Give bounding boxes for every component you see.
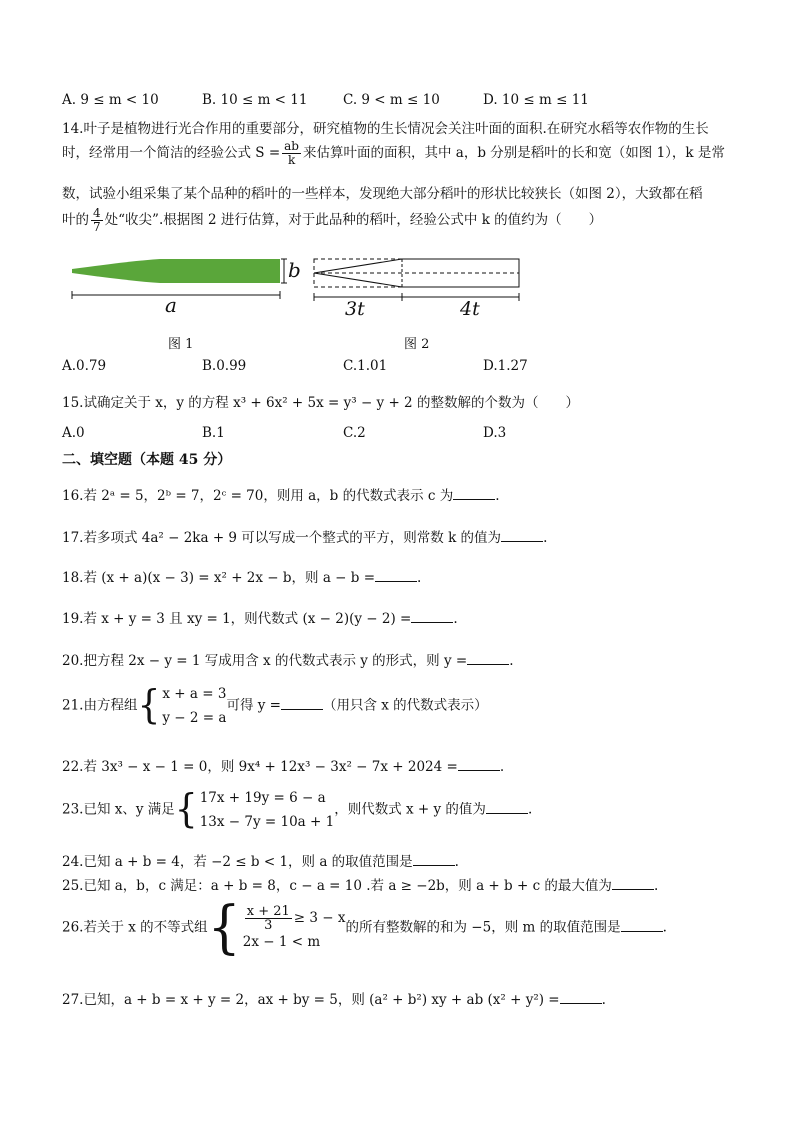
q13-option-c: C. 9 < m ≤ 10 [343, 92, 440, 108]
q14-line4 [62, 205, 602, 235]
q21-system [162, 682, 226, 730]
q14-line4a: 叶的 [62, 212, 89, 228]
q24-text: 24.已知 a + b = 4，若 −2 ≤ b < 1，则 a 的取值范围是 [62, 854, 413, 870]
figure-1-caption: 图 1 [168, 337, 194, 352]
figure-2-caption: 图 2 [404, 337, 430, 352]
q15-option-b: B.1 [202, 425, 225, 441]
answer-blank[interactable] [281, 699, 323, 710]
brace: { [207, 895, 241, 961]
period: . [601, 992, 606, 1008]
q13-option-b: B. 10 ≤ m < 11 [202, 92, 308, 108]
q26-eq1-rest: ≥ 3 − x [293, 909, 346, 926]
q18-text: 18.若 (x + a)(x − 3) = x² + 2x − b，则 a − b = [62, 570, 376, 586]
q23-eq1: 17x + 19y = 6 − a [199, 790, 326, 806]
answer-blank[interactable] [501, 531, 543, 542]
q27-text: 27.已知，a + b = x + y = 2，ax + by = 5，则 (a² + b²) xy + ab (x² + y²) = [62, 992, 560, 1008]
leaf-shape [72, 259, 280, 283]
fig1-label-b: b [288, 258, 301, 282]
frac-denominator: 3 [264, 917, 273, 933]
q18 [62, 566, 421, 586]
fig2-label-3t: 3t [345, 298, 365, 320]
q21 [62, 682, 488, 730]
q23-pre: 23.已知 x、y 满足 [62, 801, 175, 818]
q14-line2b: 来估算叶面的面积，其中 a，b 分别是稻叶的长和宽（如图 1），k 是常 [303, 145, 725, 161]
period: . [453, 611, 458, 627]
q27 [62, 988, 606, 1008]
q22 [62, 755, 504, 775]
brace: { [174, 786, 198, 832]
section-title: 二、填空题（本题 45 分） [62, 452, 232, 468]
q14-option-c: C.1.01 [343, 358, 388, 374]
q23-system [200, 786, 335, 834]
q16 [62, 484, 500, 504]
answer-blank[interactable] [458, 760, 500, 771]
q24 [62, 850, 459, 870]
answer-blank[interactable] [486, 803, 528, 814]
period: . [662, 919, 667, 936]
q14-option-b: B.0.99 [202, 358, 247, 374]
period: . [653, 878, 659, 894]
q14-line2a: 时，经常用一个简洁的经验公式 S = [62, 145, 281, 161]
q25 [62, 874, 658, 894]
answer-blank[interactable] [612, 879, 654, 890]
q15-option-c: C.2 [343, 425, 366, 441]
q21-eq1: x + a = 3 [162, 686, 227, 702]
answer-blank[interactable] [621, 921, 663, 932]
figure-1-leaf [70, 255, 300, 315]
period: . [417, 570, 422, 586]
period: . [495, 488, 500, 504]
period: . [527, 801, 533, 818]
q13-option-d: D. 10 ≤ m ≤ 11 [483, 92, 589, 108]
answer-blank[interactable] [560, 993, 602, 1004]
q13-option-a: A. 9 ≤ m < 10 [62, 92, 159, 108]
period: . [454, 854, 459, 870]
answer-blank[interactable] [411, 612, 453, 623]
q26-fraction [245, 905, 292, 932]
q21-post: 可得 y = [226, 697, 281, 714]
q14-line3: 数，试验小组采集了某个品种的稻叶的一些样本，发现绝大部分稻叶的形状比较狭长（如图 2），大致都在稻 [62, 186, 703, 202]
q25-text: 25.已知 a，b，c 满足：a + b = 8，c − a = 10 .若 a ≥ −2b，则 a + b + c 的最大值为 [62, 878, 612, 894]
q17 [62, 526, 547, 546]
q23-post: ，则代数式 x + y 的值为 [334, 801, 486, 818]
q21-pre: 21.由方程组 [62, 697, 138, 714]
q14-formula-fraction [282, 140, 301, 167]
brace: { [137, 682, 161, 728]
q21-eq2: y − 2 = a [162, 710, 227, 726]
taper-top-edge [314, 259, 402, 273]
frac-numerator: x + 21 [246, 903, 290, 919]
figure-2-diagram [312, 255, 524, 305]
q14-option-d: D.1.27 [483, 358, 528, 374]
taper-bottom-edge [314, 273, 402, 287]
frac-numerator: 4 [93, 206, 101, 220]
frac-numerator: ab [284, 139, 299, 153]
q26-eq2: 2x − 1 < m [242, 933, 321, 950]
q26-system [243, 905, 346, 952]
q14-line2 [62, 138, 725, 168]
frac-denominator: 7 [93, 220, 101, 234]
answer-blank[interactable] [413, 855, 455, 866]
q20 [62, 649, 513, 669]
q19 [62, 607, 458, 627]
q22-text: 22.若 3x³ − x − 1 = 0，则 9x⁴ + 12x³ − 3x² − 7x + 2024 = [62, 759, 458, 775]
fig1-label-a: a [165, 293, 177, 317]
q20-text: 20.把方程 2x − y = 1 写成用含 x 的代数式表示 y 的形式，则 y = [62, 653, 468, 669]
fig2-label-4t: 4t [460, 298, 480, 320]
q16-text: 16.若 2ᵃ = 5，2ᵇ = 7，2ᶜ = 70，则用 a，b 的代数式表示 c 为 [62, 488, 454, 504]
q21-tail: （用只含 x 的代数式表示） [322, 697, 488, 714]
q15-option-d: D.3 [483, 425, 507, 441]
q14-fraction-4-7 [91, 207, 103, 234]
period: . [543, 530, 548, 546]
period: . [509, 653, 514, 669]
answer-blank[interactable] [453, 489, 495, 500]
answer-blank[interactable] [375, 571, 417, 582]
q23 [62, 786, 532, 834]
q26-pre: 26.若关于 x 的不等式组 [62, 919, 208, 936]
q14-line4b: 处“收尖”.根据图 2 进行估算，对于此品种的稻叶，经验公式中 k 的值约为（ ） [104, 212, 603, 228]
q26-post: 的所有整数解的和为 −5，则 m 的取值范围是 [345, 919, 621, 936]
q15-text: 15.试确定关于 x，y 的方程 x³ + 6x² + 5x = y³ − y + 2 的整数解的个数为（ ） [62, 395, 579, 411]
q26 [62, 895, 667, 961]
q17-text: 17.若多项式 4a² − 2ka + 9 可以写成一个整式的平方，则常数 k 的值为 [62, 530, 502, 546]
q23-eq2: 13x − 7y = 10a + 1 [199, 814, 335, 830]
q15-option-a: A.0 [62, 425, 85, 441]
answer-blank[interactable] [467, 654, 509, 665]
period: . [499, 759, 505, 775]
q14-option-a: A.0.79 [62, 358, 107, 374]
q19-text: 19.若 x + y = 3 且 xy = 1，则代数式 (x − 2)(y − 2) = [62, 611, 412, 627]
frac-denominator: k [287, 153, 296, 167]
q14-line1: 14.叶子是植物进行光合作用的重要部分，研究植物的生长情况会关注叶面的面积.在研究水稻等农作物的生长 [62, 121, 709, 137]
